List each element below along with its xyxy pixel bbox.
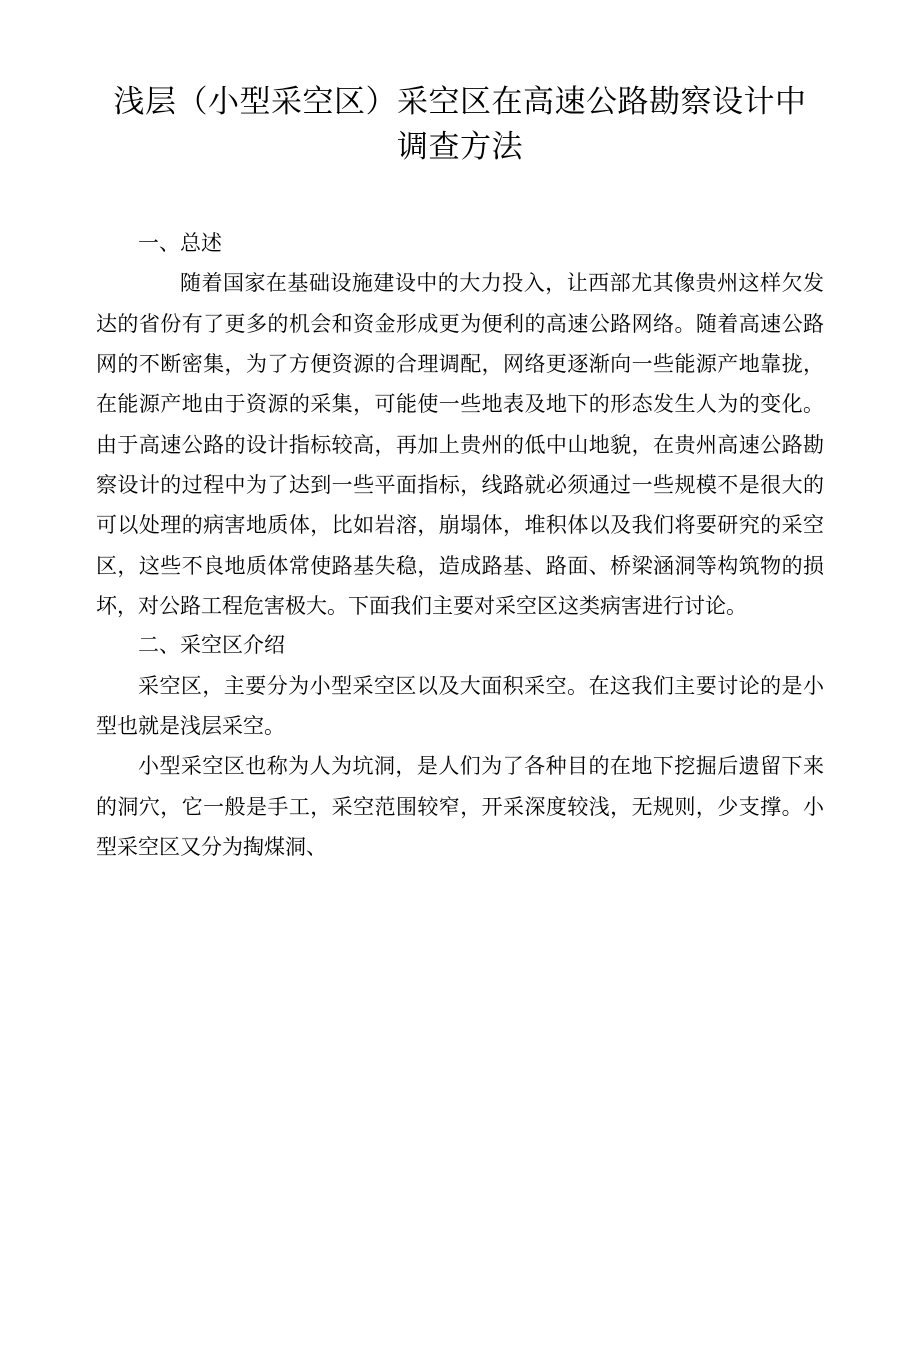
section-heading-1: 一、总述	[138, 230, 222, 255]
page-title: 浅层（小型采空区）采空区在高速公路勘察设计中调查方法	[113, 84, 807, 165]
section-1-paragraph-1: 随着国家在基础设施建设中的大力投入，让西部尤其像贵州这样欠发达的省份有了更多的机会和资金形成更为便利的高速公路网络。随着高速公路网的不断密集，为了方便资源的合理调配，网络更逐渐向一些能源产地靠拢，在能源产地由于资源的采集，可能使一些地表及地下的形态发生人为的变化。由于高速公路的设计指标较高，再加上贵州的低中山地貌，在贵州高速公路勘察设计的过程中为了达到一些平面指标，线路就必须通过一些规模不是很大的可以处理的病害地质体，比如岩溶，崩塌体，堆积体以及我们将要研究的采空区，这些不良地质体常使路基失稳，造成路基、路面、桥梁涵洞等构筑物的损坏，对公路工程危害极大。下面我们主要对采空区这类病害进行讨论。	[96, 271, 824, 618]
section-2-paragraph-1: 采空区，主要分为小型采空区以及大面积采空。在这我们主要讨论的是小型也就是浅层采空。	[96, 673, 824, 738]
section-2-paragraph-2: 小型采空区也称为人为坑洞，是人们为了各种目的在地下挖掘后遗留下来的洞穴，它一般是手工，采空范围较窄，开采深度较浅，无规则，少支撑。小型采空区又分为掏煤洞、	[96, 754, 824, 859]
document-body	[96, 228, 824, 867]
section-heading-2: 二、采空区介绍	[138, 633, 285, 658]
